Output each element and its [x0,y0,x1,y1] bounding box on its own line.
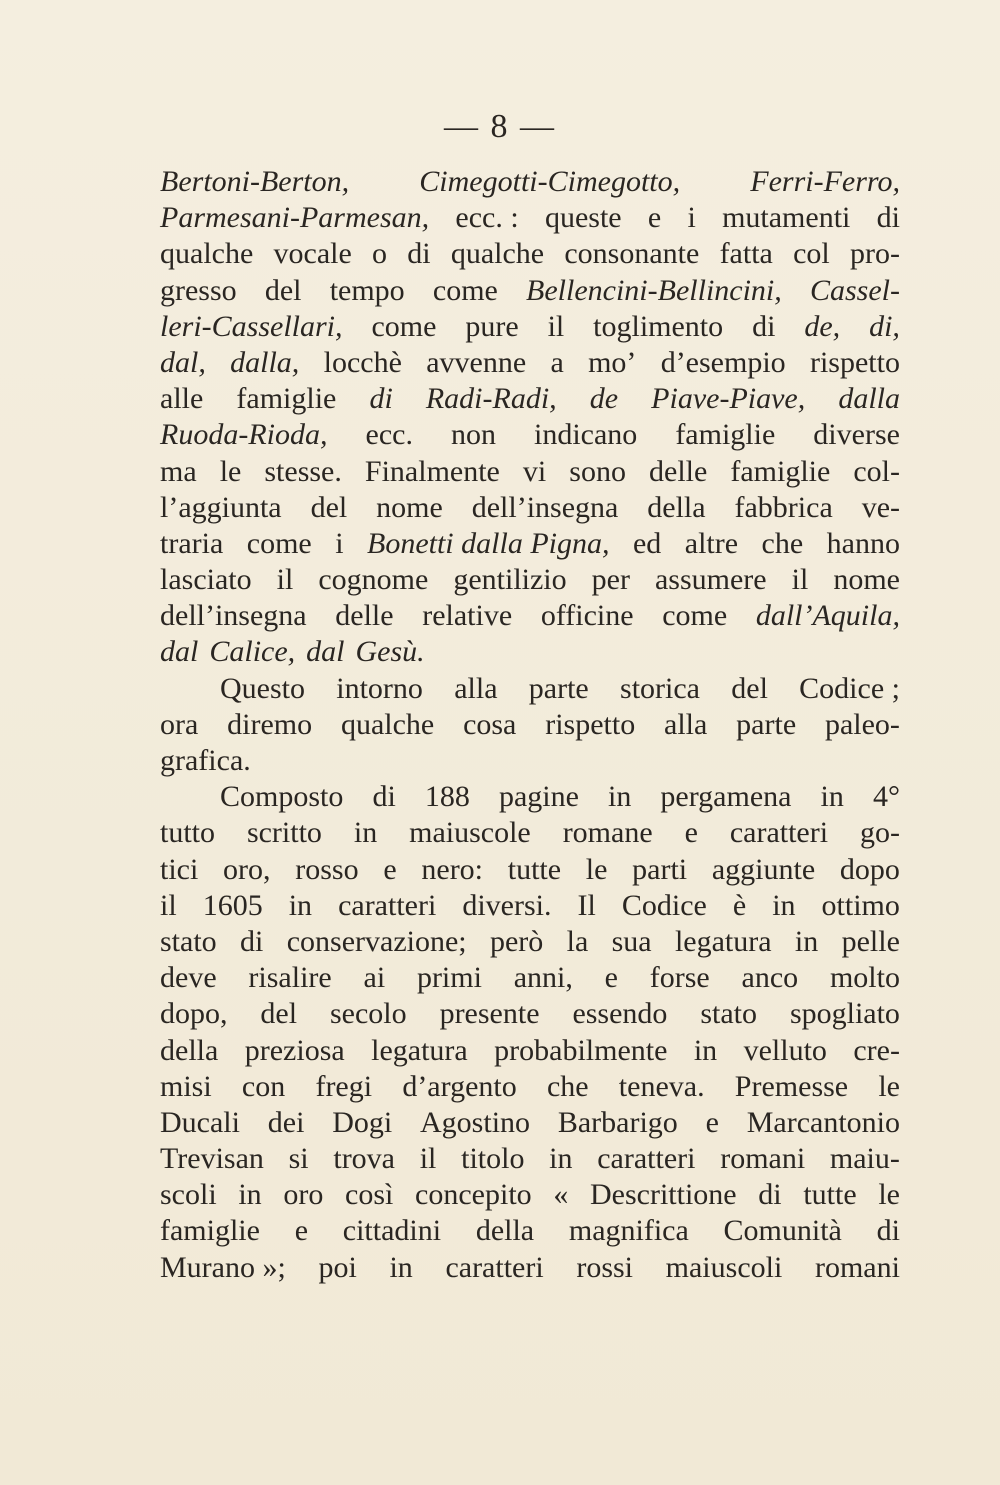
text-line [160,309,900,345]
word: ve- [861,490,900,524]
word: dall’Aquila, [755,599,900,633]
word: anco [741,961,799,995]
word: de [589,382,619,416]
word: « [553,1178,569,1212]
word: dal, [160,345,206,379]
word: ed [632,526,662,560]
text-line [160,960,900,996]
body-text [160,164,900,1286]
word: maiuscoli [665,1250,783,1284]
word: di [407,237,431,271]
word: risalire [248,961,332,995]
word: il [276,563,294,597]
word: il [160,888,177,922]
word: rossi [576,1250,634,1284]
word: si [288,1142,309,1176]
word: nome [376,490,443,524]
word: Bonetti dalla Pigna, [367,526,610,560]
word: titolo [461,1142,525,1176]
word: in [693,1033,718,1067]
word: del [264,273,302,307]
word: Agostino [420,1105,531,1139]
word: e [383,852,397,886]
word: maiu- [829,1142,900,1176]
word: hanno [826,526,900,560]
word: 1605 [202,888,263,922]
word: caratteri [729,816,829,850]
word: non [450,418,496,452]
word: Ferri-Ferro, [750,165,900,198]
text-line [160,381,900,417]
word: Questo [220,671,305,705]
word: storica [620,671,700,705]
word: del [310,490,348,524]
word: famiglie [730,454,831,488]
word: Finalmente [364,454,500,488]
text-line [160,996,900,1032]
word: di [876,1214,900,1248]
word: aggiunte [711,852,816,886]
word: scritto [246,816,322,850]
word: stesse. [264,454,342,488]
word: toglimento [593,309,724,343]
word: leri-Cassellari, [160,309,343,343]
word: dell’insegna [471,490,619,524]
word: il [419,1142,437,1176]
word: relative [422,599,513,633]
word: a [550,345,564,379]
word: traria [160,526,224,560]
word: anni, [513,961,573,995]
word: qualche [160,237,254,271]
word: e [684,816,698,850]
word: rosso [295,852,359,886]
word: secolo [330,997,407,1031]
word: in [607,780,632,814]
word: parte [736,707,797,741]
word: Bellencini-Bellincini, [526,273,782,307]
word: in [353,816,378,850]
word: del [731,671,768,705]
word: altre [684,526,739,560]
word: 4° [872,780,900,814]
word: go- [860,816,900,850]
word: Murano »; [160,1250,286,1284]
text-line [160,417,900,453]
word: fregi [315,1069,373,1103]
word: 188 [424,780,470,814]
word: Premesse [734,1069,849,1103]
word: Ducali [160,1105,240,1139]
word: Trevisan [160,1142,264,1176]
word: in [238,1178,262,1212]
word: di [240,924,264,958]
word: oro [283,1178,324,1212]
word: tempo [329,273,405,307]
text-line [160,671,900,707]
word: Cimegotti-Cimegotto, [419,165,681,198]
word: parti [632,852,688,886]
text-line [160,164,900,200]
word: vi [522,454,547,488]
word: officine [540,599,634,633]
word: grafica. [160,744,251,777]
text-line [160,1250,900,1286]
word: d’argento [402,1069,517,1103]
word: Piave-Piave, [651,382,806,416]
word: scoli [160,1178,217,1212]
text-line [160,924,900,960]
word: tutto [160,816,216,850]
word: dopo [839,852,900,886]
word: di [876,201,900,235]
word: dell’insegna [160,599,307,633]
word: i [335,526,344,560]
word: in [288,888,313,922]
word: ma [160,454,197,488]
word: ai [363,961,386,995]
word: che [761,526,804,560]
word: della [160,1033,219,1067]
word: alle [160,382,204,416]
word: oro, [223,852,271,886]
text-line [160,1141,900,1177]
word: forse [649,961,710,995]
word: qualche [340,707,435,741]
word: Codice ; [799,671,900,705]
word: dei [267,1105,305,1139]
word: le [585,852,608,886]
word: ora [160,707,199,741]
word: fabbrica [734,490,833,524]
word: rispetto [545,707,636,741]
word: dal [306,635,345,669]
word: cre- [853,1033,900,1067]
word: le [878,1069,900,1103]
word: caratteri [597,1142,696,1176]
word: gresso [160,273,237,307]
word: e [604,961,618,995]
word: romani [814,1250,900,1284]
text-line [160,634,900,670]
word: mutamenti [722,201,851,235]
word: stato [700,997,758,1031]
text-line [160,1105,900,1141]
word: dopo, [160,997,228,1031]
word: Comunità [723,1214,842,1248]
word: sua [611,924,652,958]
word: parte [528,671,589,705]
word: con [241,1069,286,1103]
word: alla [664,707,708,741]
word: essendo [572,997,668,1031]
word: di [758,1178,782,1212]
word: del [260,997,298,1031]
word: Composto [220,780,344,814]
word: famiglie [675,418,776,452]
word: stato [160,924,217,958]
word: Marcantonio [746,1105,900,1139]
text-line [160,1069,900,1105]
word: assumere [654,563,767,597]
word: famiglie [160,1214,260,1248]
word: alla [454,671,498,705]
word: d’esempio [660,345,786,379]
word: mo’ [588,345,637,379]
text-line [160,815,900,851]
word: deve [160,961,217,995]
text-line [160,345,900,381]
word: di, [869,309,900,343]
word: consonante [564,237,700,271]
word: e [294,1214,309,1248]
text-line [160,1213,900,1249]
word: Cassel- [809,273,900,307]
word: caratteri [338,888,437,922]
word: Descrittione [590,1178,737,1212]
page-number: — 8 — [444,108,556,145]
word: legatura [674,924,772,958]
word: diremo [227,707,313,741]
word: in [820,780,844,814]
word: caratteri [445,1250,544,1284]
word: in [389,1250,413,1284]
text-line [160,490,900,526]
word: conservazione; [286,924,467,958]
word: paleo- [824,707,900,741]
text-line [160,1177,900,1213]
word: l’aggiunta [160,490,282,524]
word: come [246,526,312,560]
text-line [160,852,900,888]
word: indicano [533,418,638,452]
word: queste [544,201,622,235]
word: di [369,382,393,416]
word: cittadini [342,1214,442,1248]
word: concepito [415,1178,532,1212]
word: col [793,237,830,271]
text-line [160,454,900,490]
word: in [794,924,819,958]
word: preziosa [244,1033,345,1067]
word: poi [318,1250,357,1284]
word: delle [649,454,708,488]
word: gentilizio [453,563,567,597]
word: spogliato [789,997,900,1031]
word: come [371,309,437,343]
word: qualche [450,237,545,271]
word: delle [335,599,394,633]
word: Barbarigo [557,1105,678,1139]
word: o [372,237,388,271]
word: locchè [323,345,402,379]
word: Codice [621,888,707,922]
word: tici [160,852,199,886]
word: le [219,454,242,488]
word: avvenne [426,345,527,379]
word: Radi-Radi, [425,382,557,416]
text-line [160,743,900,779]
word: tutte [507,852,562,886]
word: sono [569,454,626,488]
word: Parmesani-Parmesan, [160,201,430,235]
word: diversi. [462,888,552,922]
word: ecc. : [455,201,519,235]
word: diverse [813,418,900,452]
word: rispetto [809,345,900,379]
text-line [160,779,900,815]
word: nome [833,563,900,597]
word: cognome [318,563,429,597]
word: pro- [849,237,900,271]
word: romane [562,816,653,850]
word: in [772,888,796,922]
word: così [345,1178,394,1212]
word: primi [416,961,482,995]
word: legatura [371,1033,468,1067]
word: in [549,1142,573,1176]
text-line [160,526,900,562]
word: e [647,201,662,235]
word: dalla, [230,345,300,379]
word: è [732,888,747,922]
word: molto [829,961,900,995]
text-line [160,598,900,634]
word: misi [160,1069,212,1103]
word: tutte [803,1178,857,1212]
word: velluto [743,1033,827,1067]
text-line [160,562,900,598]
word: Ruoda-Rioda, [160,418,328,452]
word: le [878,1178,900,1212]
word: Bertoni-Berton, [160,165,350,198]
word: il [791,563,809,597]
text-line [160,888,900,924]
word: pagine [498,780,579,814]
text-line [160,236,900,272]
word: e [705,1105,719,1139]
word: teneva. [618,1069,705,1103]
word: che [546,1069,589,1103]
text-line [160,707,900,743]
word: trova [333,1142,395,1176]
word: come [662,599,728,633]
word: vocale [273,237,352,271]
word: Dogi [332,1105,393,1139]
word: presente [439,997,540,1031]
word: Gesù. [355,635,425,669]
word: magnifica [568,1214,689,1248]
word: di [372,780,396,814]
word: la [566,924,589,958]
word: come [432,273,498,307]
word: fatta [719,237,773,271]
word: ottimo [821,888,900,922]
word: lasciato [160,563,252,597]
text-line [160,273,900,309]
word: pure [465,309,519,343]
word: de, [804,309,841,343]
word: romani [720,1142,806,1176]
word: cosa [463,707,517,741]
word: pelle [841,924,900,958]
word: dalla [838,382,900,416]
word: col- [853,454,900,488]
word: maiuscole [409,816,531,850]
word: però [489,924,544,958]
word: i [687,201,696,235]
text-line [160,1033,900,1069]
word: della [475,1214,535,1248]
word: il [547,309,565,343]
word: pergamena [660,780,792,814]
word: Calice, [209,635,296,669]
word: dal [160,635,199,669]
word: famiglie [236,382,337,416]
word: ecc. [365,418,413,452]
word: Il [577,888,596,922]
word: per [591,563,630,597]
word: nero: [421,852,484,886]
word: probabilmente [494,1033,668,1067]
word: della [647,490,706,524]
text-line [160,200,900,236]
word: di [752,309,776,343]
word: intorno [336,671,423,705]
